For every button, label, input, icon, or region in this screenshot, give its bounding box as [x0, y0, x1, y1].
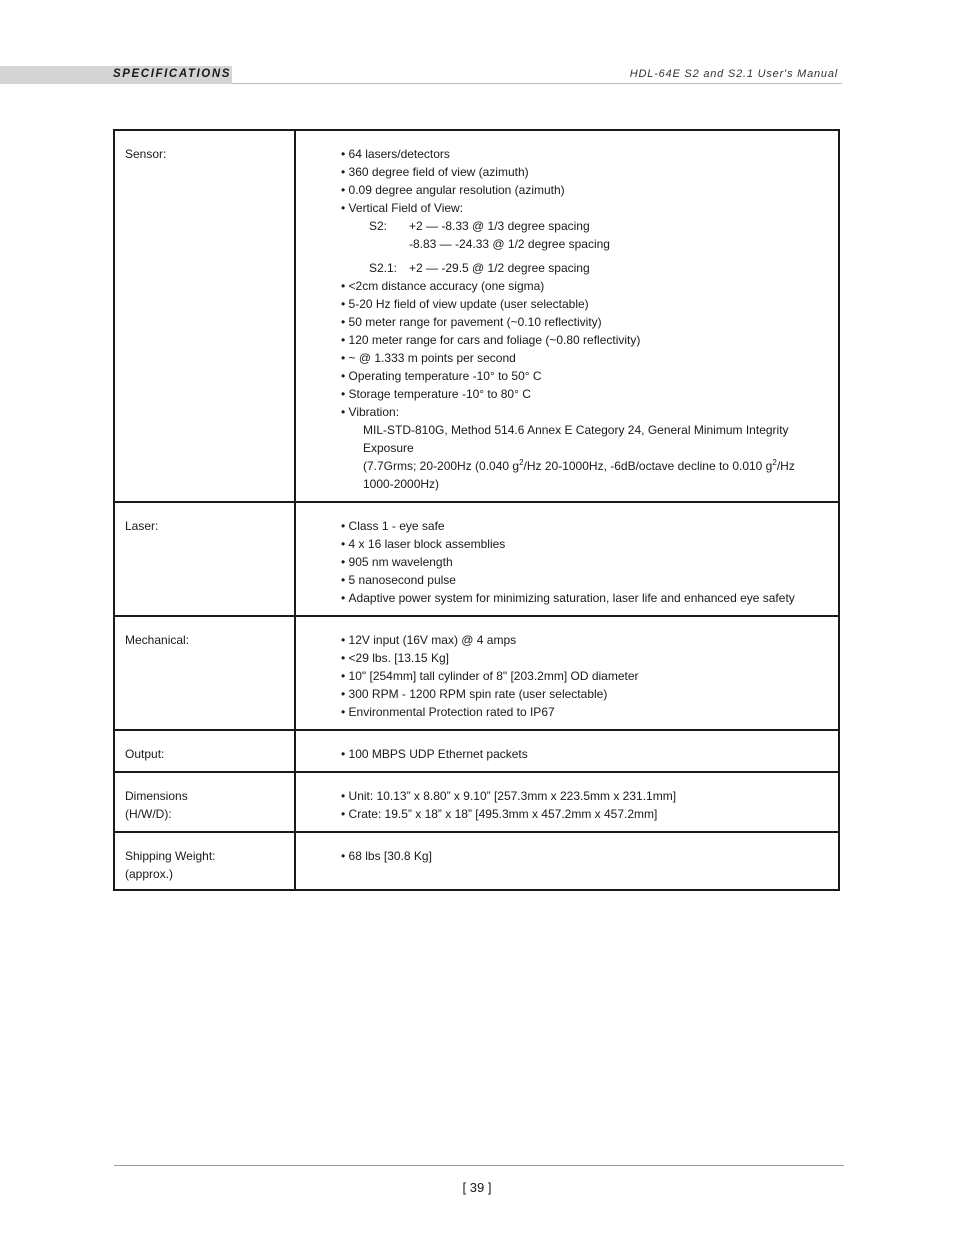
vibration-spec: [363, 421, 828, 493]
list-item: • <29 lbs. [13.15 Kg]: [341, 649, 828, 667]
mechanical-row: [114, 616, 839, 730]
list-item: • Storage temperature -10° to 80° C: [341, 385, 828, 403]
laser-row: [114, 502, 839, 616]
sensor-row: [114, 130, 839, 502]
vfov-s2: [369, 217, 828, 253]
laser-specs: [295, 502, 839, 616]
list-item: • 5-20 Hz field of view update (user selectable): [341, 295, 828, 313]
list-item: • 120 meter range for cars and foliage (~0.80 reflectivity): [341, 331, 828, 349]
output-label: Output:: [114, 730, 295, 772]
list-item: • 360 degree field of view (azimuth): [341, 163, 828, 181]
list-item: • Operating temperature -10° to 50° C: [341, 367, 828, 385]
list-item: • Crate: 19.5” x 18” x 18” [495.3mm x 457.2mm x 457.2mm]: [341, 805, 828, 823]
vibration-line-3: 1000-2000Hz): [363, 477, 440, 491]
list-item: • Adaptive power system for minimizing saturation, laser life and enhanced eye safety: [341, 589, 828, 607]
s21-label: S2.1:: [369, 261, 398, 275]
mechanical-specs: [295, 616, 839, 730]
dimensions-label: Dimensions (H/W/D):: [114, 772, 295, 832]
specifications-table: [113, 129, 840, 891]
shipping-label: Shipping Weight: (approx.): [114, 832, 295, 890]
list-item: • 300 RPM - 1200 RPM spin rate (user selectable): [341, 685, 828, 703]
vfov-s21: [369, 259, 828, 277]
header-rule: [232, 83, 842, 84]
list-item: • Unit: 10.13” x 8.80” x 9.10” [257.3mm x 223.5mm x 231.1mm]: [341, 787, 828, 805]
s21-line-1: +2 — -29.5 @ 1/2 degree spacing: [409, 261, 590, 275]
dimensions-specs: [295, 772, 839, 832]
manual-title: HDL-64E S2 and S2.1 User's Manual: [629, 68, 838, 80]
footer-rule: [114, 1165, 844, 1166]
sensor-specs: [295, 130, 839, 502]
sensor-label: Sensor:: [114, 130, 295, 502]
s2-label: S2:: [369, 219, 388, 233]
list-item: • 10" [254mm] tall cylinder of 8" [203.2mm] OD diameter: [341, 667, 828, 685]
vibration-line-2: (7.7Grms; 20-200Hz (0.040 $g^2/Hz$ 20-1000Hz, -6dB/octave decline to 0.010 $g^2/Hz$: [363, 458, 795, 473]
section-title: SPECIFICATIONS: [113, 68, 232, 80]
list-item: • Environmental Protection rated to IP67: [341, 703, 828, 721]
list-item: • 68 lbs [30.8 Kg]: [341, 847, 828, 865]
output-row: [114, 730, 839, 772]
shipping-specs: [295, 832, 839, 890]
mechanical-label: Mechanical:: [114, 616, 295, 730]
dimensions-row: [114, 772, 839, 832]
shipping-row: [114, 832, 839, 890]
list-item: • 12V input (16V max) @ 4 amps: [341, 631, 828, 649]
s2-line-2: -8.83 — -24.33 @ 1/2 degree spacing: [409, 237, 610, 251]
list-item: • 5 nanosecond pulse: [341, 571, 828, 589]
list-item: • Vertical Field of View:: [341, 199, 828, 217]
page-number: [ 39 ]: [462, 1180, 492, 1195]
s2-line-1: +2 — -8.33 @ 1/3 degree spacing: [409, 219, 590, 233]
list-item: • <2cm distance accuracy (one sigma): [341, 277, 828, 295]
list-item: • 100 MBPS UDP Ethernet packets: [341, 745, 828, 763]
list-item: • 0.09 degree angular resolution (azimuth): [341, 181, 828, 199]
list-item: • ~ @ 1.333 m points per second: [341, 349, 828, 367]
output-specs: [295, 730, 839, 772]
list-item: • Class 1 - eye safe: [341, 517, 828, 535]
list-item: • 905 nm wavelength: [341, 553, 828, 571]
list-item: • 64 lasers/detectors: [341, 145, 828, 163]
list-item: • 50 meter range for pavement (~0.10 reflectivity): [341, 313, 828, 331]
laser-label: Laser:: [114, 502, 295, 616]
vibration-line-1: MIL-STD-810G, Method 514.6 Annex E Category 24, General Minimum Integrity Exposure: [363, 423, 789, 455]
list-item: • Vibration:: [341, 403, 828, 421]
list-item: • 4 x 16 laser block assemblies: [341, 535, 828, 553]
